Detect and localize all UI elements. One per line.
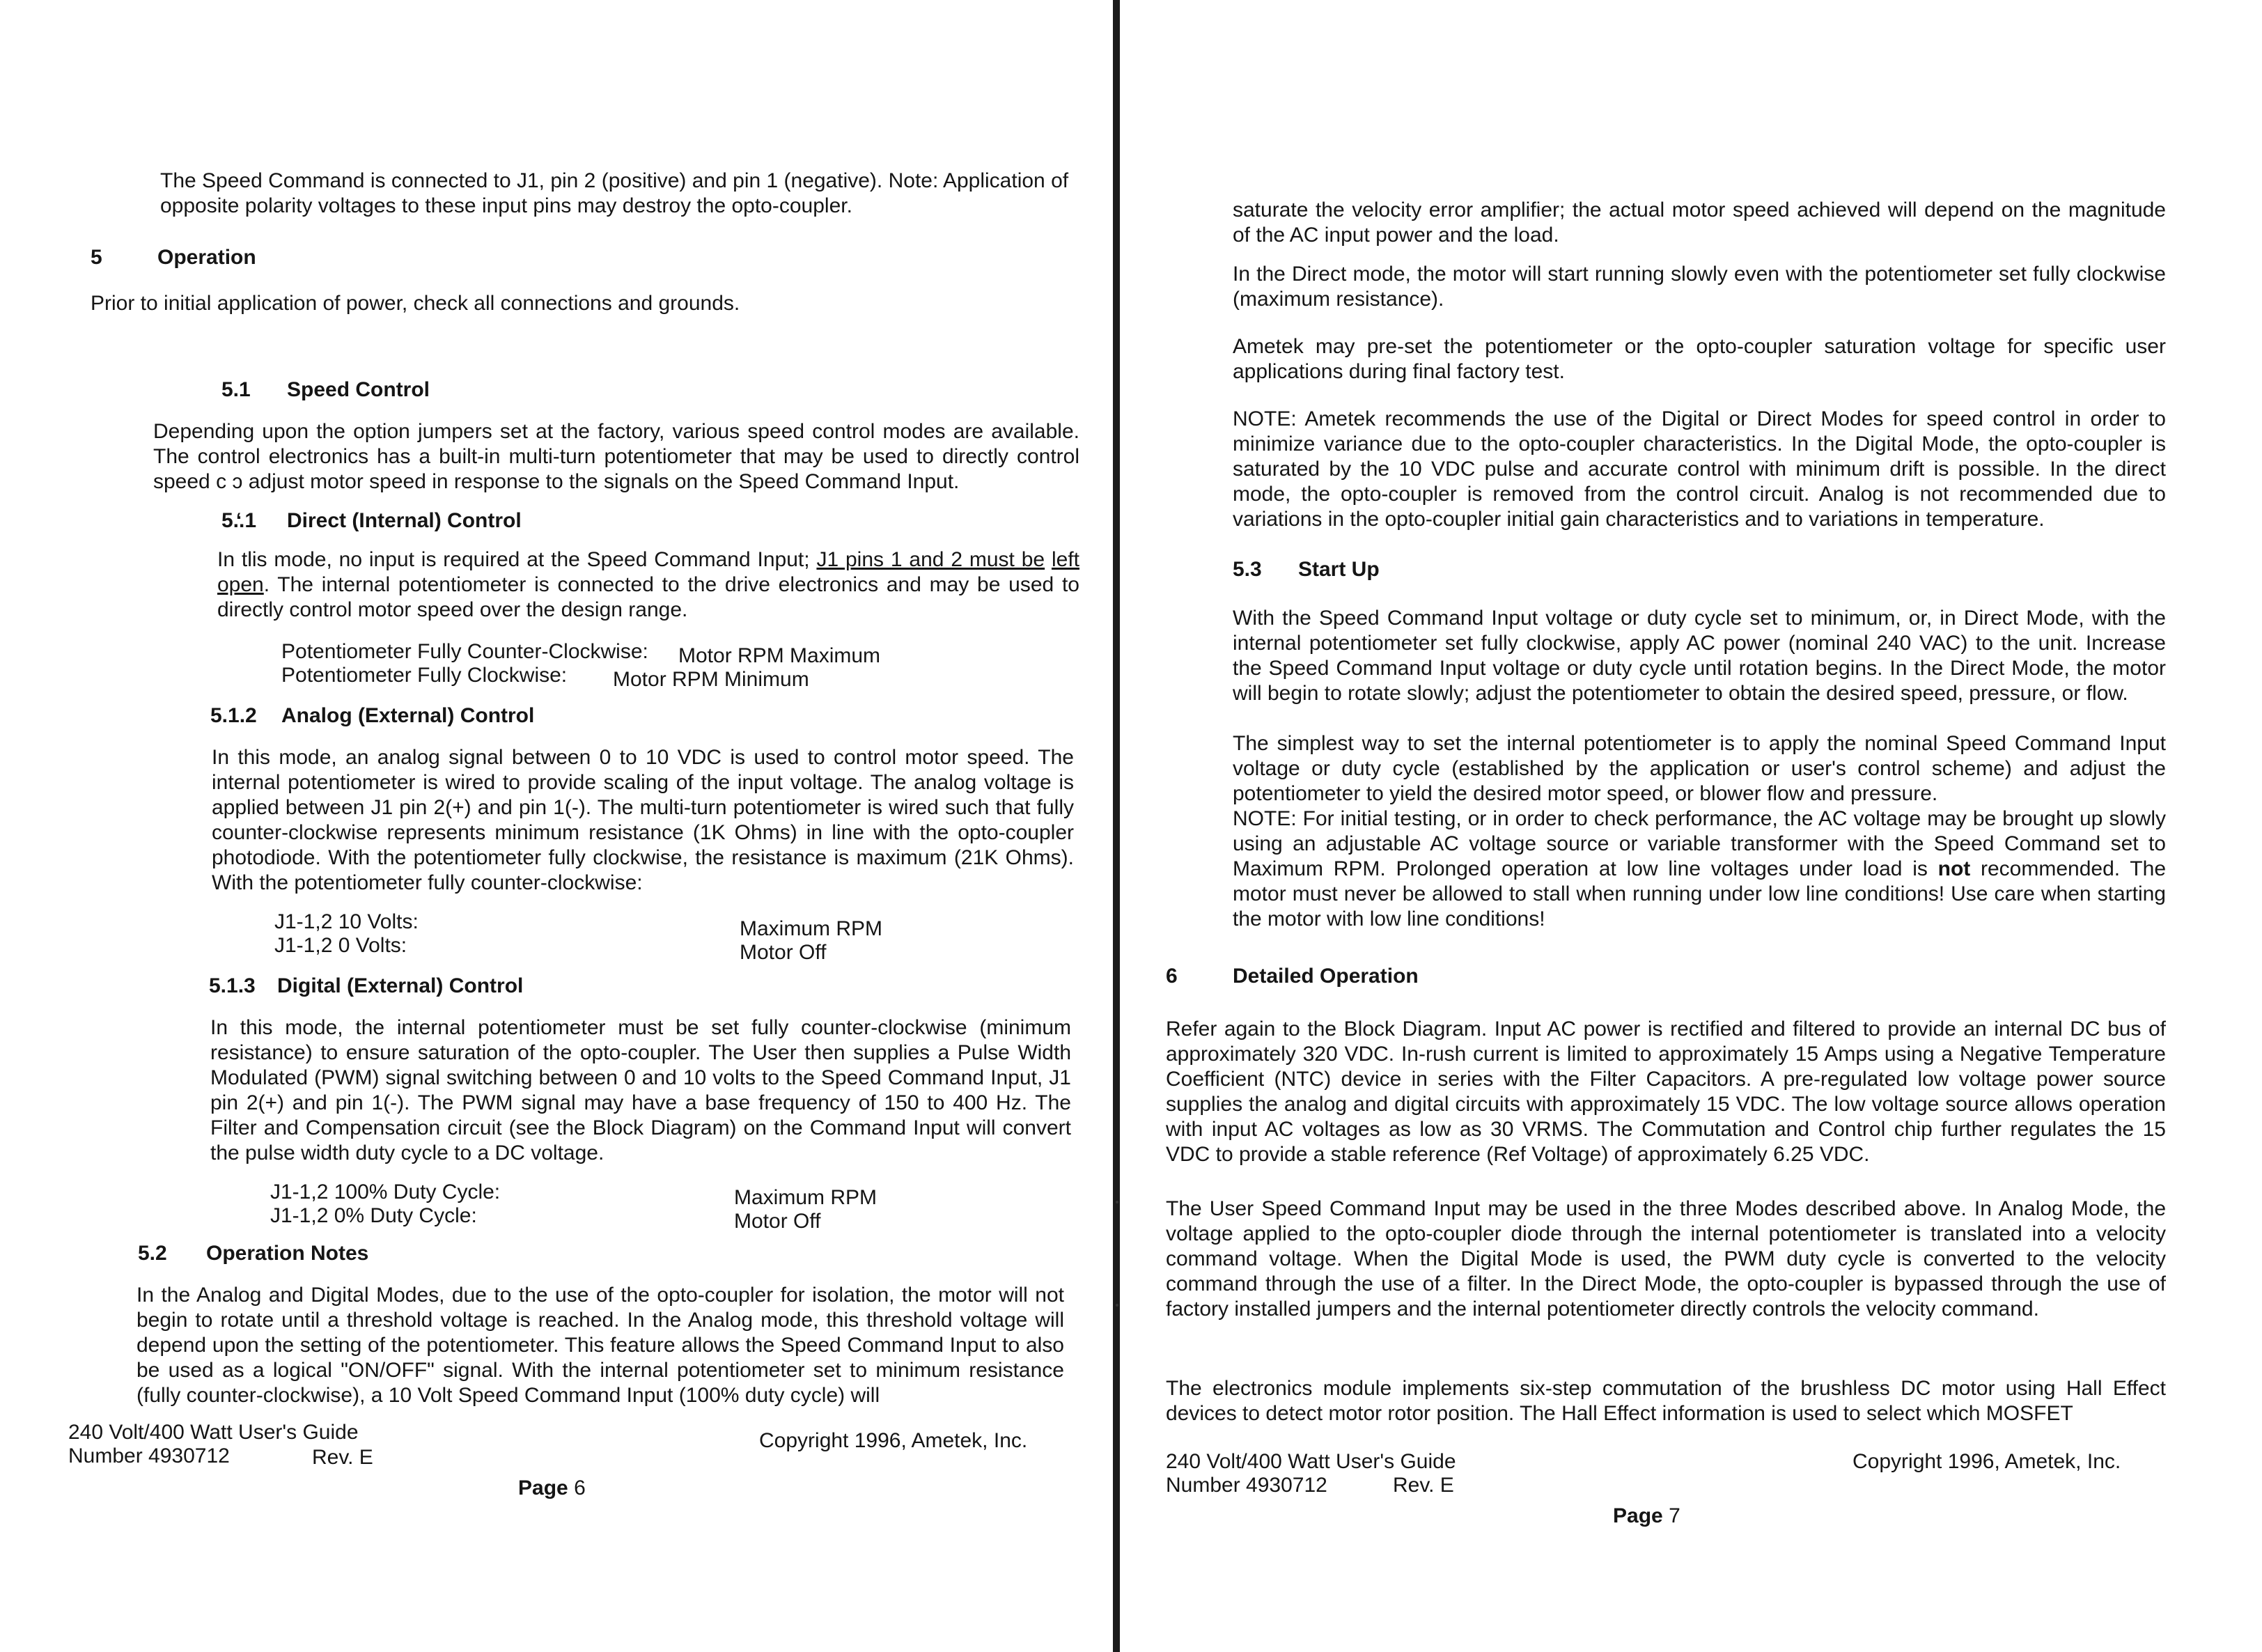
right-page-number: [1613, 1504, 1680, 1528]
digital-row-2-label: J1-1,2 0% Duty Cycle:: [270, 1204, 477, 1227]
section-6-number: 6: [1166, 965, 1178, 988]
section-5-1-2-text: In this mode, an analog signal between 0 to 10 VDC is used to control motor speed. The internal potentiometer is wired to provide scaling of the input voltage. The analog voltage is applied between J1 pin 2(+) and pin 1(-). The multi-turn potentiometer is wired such that fully counter-clockwise represents minimum resistance (1K Ohms) in line with the opto-coupler photodiode. With the potentiometer fully clockwise, the resistance is maximum (21K Ohms). With the potentiometer fully counter-clockwise:: [212, 746, 1074, 894]
section-5-1-3-text: In this mode, the internal potentiometer must be set fully counter-clockwise (minimum resistance) to ensure saturation of the opto-coupler. The User then supplies a Pulse Width Modulated (PWM) signal switching between 0 and 10 volts to the Speed Command Input, J1 pin 2(+) and pin 1(-). The PWM signal may have a base frequency of 150 to 400 Hz. The Filter and Compensation circuit (see the Block Diagram) on the Command Input will convert the pulse width duty cycle to a DC voltage.: [210, 1016, 1071, 1164]
section-5-number: 5: [91, 246, 102, 269]
book-spine: [1113, 0, 1120, 1652]
left-footer-number: Number 4930712: [68, 1444, 230, 1467]
right-page-num: 7: [1669, 1504, 1680, 1527]
section-6-paragraph-2: The User Speed Command Input may be used in the three Modes described above. In Analog Mode, the voltage applied to the opto-coupler diode through the internal potentiometer is translated into a velocity command voltage. When the Digital Mode is used, the PWM duty cycle is converted to the velocity command through the use of a filter. In the Direct Mode, the opto-coupler is bypassed through the use of factory installed jumpers and the internal potentiometer directly controls the velocity command.: [1166, 1197, 2166, 1320]
left-page: [0, 0, 1113, 1652]
section-5-1-2-title: Analog (External) Control: [281, 704, 535, 727]
section-5-3-title: Start Up: [1298, 558, 1380, 581]
analog-row-1-value: Maximum RPM: [740, 917, 883, 940]
left-footer-guide: 240 Volt/400 Watt User's Guide: [68, 1421, 359, 1444]
right-page-word: Page: [1613, 1504, 1663, 1527]
section-5-3-paragraph-2: The simplest way to set the internal potentiometer is to apply the nominal Speed Command Input voltage or duty cycle (established by the application or user's control scheme) and adjust the potentiometer to yield the desired motor speed, or blower flow and pressure.: [1233, 732, 2166, 805]
left-page-word: Page: [518, 1476, 568, 1499]
section-5-1-3-number: 5.1.3: [209, 974, 256, 997]
analog-row-2-value: Motor Off: [740, 941, 827, 964]
startup-note-end: recommended. The motor must never be allowed to stall when running under low line conditions! Use care when starting the motor with low line conditions!: [1233, 857, 2166, 930]
direct-row-1-label: Potentiometer Fully Counter-Clockwise:: [281, 640, 648, 663]
left-footer-rev: Rev. E: [312, 1446, 373, 1469]
digital-row-2-value: Motor Off: [734, 1210, 821, 1233]
right-note-paragraph: NOTE: Ametek recommends the use of the Digital or Direct Modes for speed control in order to minimize variance due to the opto-coupler characteristics. In the Digital Mode, the opto-coupler is saturated by the 10 VDC pulse and accurate control with minimum drift is possible. In the direct mode, the opto-coupler is removed from the control circuit. Analog is not recommended due to variations in the opto-coupler initial gain characteristics and to variations in temperature.: [1233, 407, 2166, 531]
section-5-3-paragraph-3: [1233, 806, 2166, 932]
section-5-2-text: In the Analog and Digital Modes, due to the use of the opto-coupler for isolation, the motor will not begin to rotate until a threshold voltage is reached. In the Analog mode, this threshold voltage will depend upon the setting of the potentiometer. This feature allows the Speed Command Input to also be used as a logical "ON/OFF" signal. With the internal potentiometer set to minimum resistance (fully counter-clockwise), a 10 Volt Speed Command Input (100% duty cycle) will: [136, 1284, 1064, 1407]
section-5-1-3-title: Digital (External) Control: [277, 974, 524, 997]
digital-row-1-label: J1-1,2 100% Duty Cycle:: [270, 1180, 501, 1203]
right-footer-rev: Rev. E: [1393, 1474, 1454, 1497]
startup-note-emphasis: not: [1937, 857, 1971, 880]
section-6-title: Detailed Operation: [1233, 965, 1419, 988]
section-6-paragraph-1: Refer again to the Block Diagram. Input AC power is rectified and filtered to provide an internal DC bus of approximately 320 VDC. In-rush current is limited to approximately 15 Amps using a Negative Temperature Coefficient (NTC) device in series with the Filter Capacitors. A pre-regulated low voltage power source supplies the analog and digital circuits with approximately 15 VDC. The low voltage source allows operation with input AC voltages as low as 30 VRMS. The Commutation and Control chip further regulates the 15 VDC to provide a stable reference (Ref Voltage) of approximately 6.25 VDC.: [1166, 1018, 2166, 1166]
right-footer-guide: 240 Volt/400 Watt User's Guide: [1166, 1450, 1456, 1473]
direct-underline-2: left open: [217, 548, 1079, 596]
startup-note-start: NOTE: For initial testing, or in order to check performance, the AC voltage may be brought up slowly using an adjustable AC voltage source or variable transformer with the Speed Command set to Maximum RPM. Prolonged operation at low line voltages under load is: [1233, 807, 2166, 880]
right-footer-copyright: Copyright 1996, Ametek, Inc.: [1852, 1450, 2121, 1473]
analog-row-2-label: J1-1,2 0 Volts:: [274, 934, 407, 957]
right-preset-paragraph: Ametek may pre-set the potentiometer or the opto-coupler saturation voltage for specific user applications during final factory test.: [1233, 335, 2166, 383]
left-footer-copyright: Copyright 1996, Ametek, Inc.: [759, 1429, 1028, 1452]
section-5-1-1-number: 5.̒.1: [221, 509, 257, 532]
direct-row-2-value: Motor RPM Minimum: [613, 668, 809, 691]
direct-row-1-value: Motor RPM Maximum: [678, 644, 881, 667]
right-continued-paragraph: saturate the velocity error amplifier; the actual motor speed achieved will depend on the magnitude of the AC input power and the load.: [1233, 198, 2166, 247]
section-5-1-title: Speed Control: [287, 378, 430, 401]
section-5-1-1-text: [217, 547, 1079, 623]
section-5-3-number: 5.3: [1233, 558, 1262, 581]
left-page-number: [518, 1476, 586, 1500]
section-5-2-number: 5.2: [138, 1242, 167, 1265]
direct-text-start: In tlis mode, no input is required at the Speed Command Input;: [217, 548, 817, 571]
analog-row-1-label: J1-1,2 10 Volts:: [274, 910, 419, 933]
section-5-1-1-title: Direct (Internal) Control: [287, 509, 522, 532]
section-5-3-paragraph-1: With the Speed Command Input voltage or duty cycle set to minimum, or, in Direct Mode, with the internal potentiometer set fully clockwise, apply AC power (nominal 240 VAC) to the unit. Increase the Speed Command Input voltage or duty cycle until rotation begins. In the Direct Mode, the motor will begin to rotate slowly; adjust the potentiometer to obtain the desired speed, pressure, or flow.: [1233, 607, 2166, 705]
right-footer-number: Number 4930712: [1166, 1474, 1327, 1497]
section-5-2-title: Operation Notes: [206, 1242, 369, 1265]
section-5-text: Prior to initial application of power, check all connections and grounds.: [91, 292, 740, 315]
digital-row-1-value: Maximum RPM: [734, 1186, 878, 1209]
section-5-1-2-number: 5.1.2: [210, 704, 257, 727]
intro-paragraph: The Speed Command is connected to J1, pin 2 (positive) and pin 1 (negative). Note: Application of opposite polarity voltages to these input pins may destroy the opto-coupler.: [160, 169, 1069, 217]
right-page: [1135, 0, 2262, 1652]
direct-underline-1: J1 pins 1 and 2 must be: [816, 548, 1045, 571]
direct-text-end: . The internal potentiometer is connected to the drive electronics and may be used to directly control motor speed over the design range.: [217, 573, 1079, 621]
scan-speck: [1116, 1304, 1118, 1307]
right-direct-mode-paragraph: In the Direct mode, the motor will start running slowly even with the potentiometer set fully clockwise (maximum resistance).: [1233, 263, 2166, 311]
section-5-title: Operation: [157, 246, 256, 269]
direct-row-2-label: Potentiometer Fully Clockwise:: [281, 664, 568, 687]
section-6-paragraph-3: The electronics module implements six-step commutation of the brushless DC motor using Hall Effect devices to detect motor rotor position. The Hall Effect information is used to select which MOSFET: [1166, 1377, 2166, 1425]
section-5-1-number: 5.1: [221, 378, 251, 401]
section-5-1-text: Depending upon the option jumpers set at the factory, various speed control modes are available. The control electronics has a built-in multi-turn potentiometer that may be used to directly control speed c ɔ adjust motor speed in response to the signals on the Speed Command Input.: [153, 420, 1079, 493]
scan-speck: [1116, 1201, 1118, 1203]
left-page-num: 6: [574, 1476, 586, 1499]
